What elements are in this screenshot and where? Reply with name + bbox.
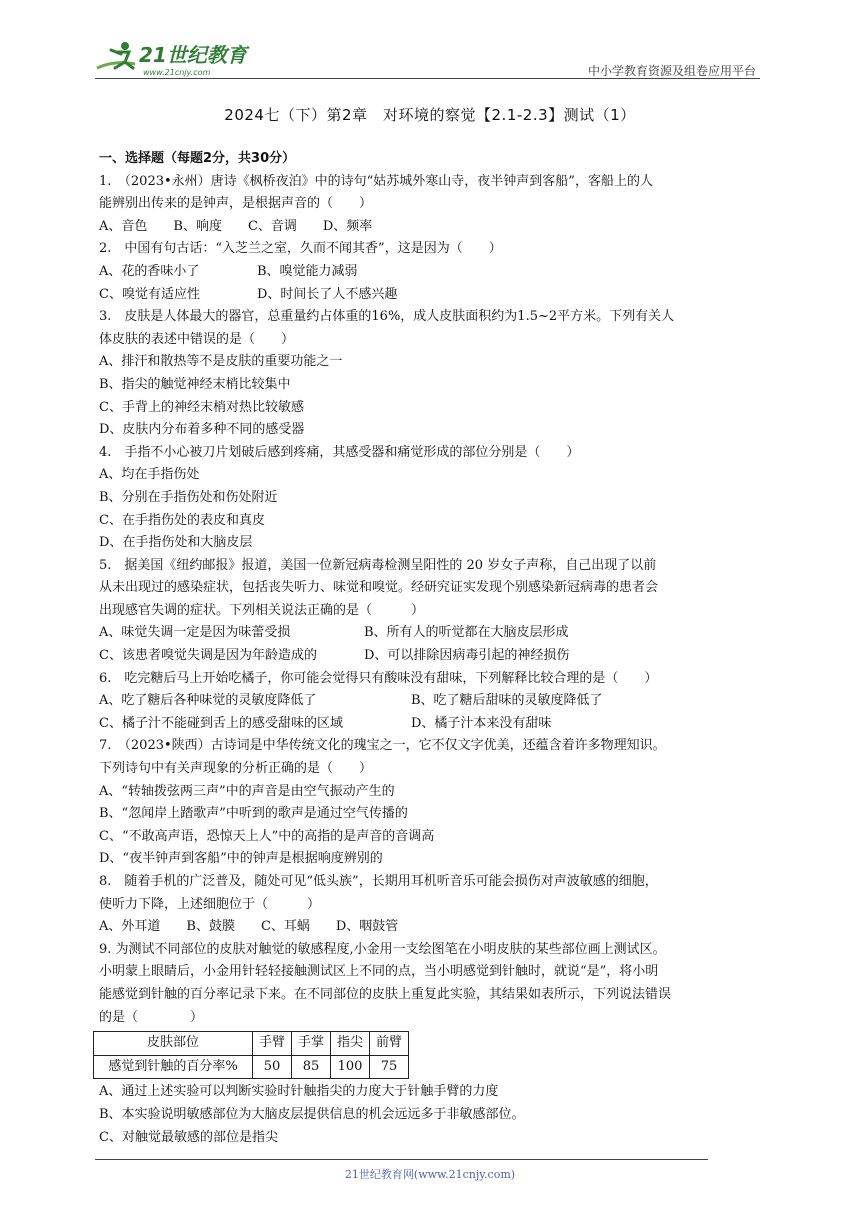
question-text: 5. 据美国《纽约邮报》报道，美国一位新冠病毒检测呈阳性的 20 岁女子声称，自己出现了以前 bbox=[99, 557, 657, 573]
option-c: C、该患者嗅觉失调是因为年龄造成的 bbox=[99, 648, 317, 664]
option-a: A、排汗和散热等不是皮肤的重要功能之一 bbox=[99, 354, 343, 370]
question-7 bbox=[99, 735, 764, 871]
table-cell: 85 bbox=[292, 1055, 331, 1079]
table-header: 手臂 bbox=[253, 1032, 292, 1056]
question-text: 8. 随着手机的广泛普及，随处可见“低头族”，长期用耳机听音乐可能会损伤对声波敏感的细胞， bbox=[99, 874, 658, 889]
svg-text:21世纪教育: 21世纪教育 bbox=[139, 43, 247, 67]
table-row-label: 感觉到针触的百分率% bbox=[94, 1055, 253, 1079]
question-list bbox=[99, 148, 764, 1149]
answer-options: A、外耳道 B、鼓膜 C、耳蜗 D、咽鼓管 bbox=[99, 919, 399, 935]
question-text: 1. （2023•永州）唐诗《枫桥夜泊》中的诗句“姑苏城外寒山寺，夜半钟声到客船”，客船上的人 bbox=[99, 173, 653, 189]
option-b: B、吃了糖后甜味的灵敏度降低了 bbox=[411, 693, 603, 709]
svg-text:www.21cnjy.com: www.21cnjy.com bbox=[143, 68, 211, 77]
option-d: D、在手指伤处和大脑皮层 bbox=[99, 535, 253, 551]
question-text: 下列诗句中有关声现象的分析正确的是（ ） bbox=[99, 761, 373, 777]
option-b: B、分别在手指伤处和伤处附近 bbox=[99, 489, 278, 505]
question-2 bbox=[99, 238, 764, 306]
question-9 bbox=[99, 939, 764, 1149]
question-text: 体皮肤的表述中错误的是（ ） bbox=[99, 331, 295, 347]
option-b: B、指尖的触觉神经末梢比较集中 bbox=[99, 376, 291, 392]
table-header-row bbox=[94, 1032, 409, 1056]
question-text: 9. 为测试不同部位的皮肤对触觉的敏感程度,小金用一支绘图笔在小明皮肤的某些部位画上测试区。 bbox=[99, 941, 666, 957]
question-text: 从未出现过的感染症状，包括丧失听力、味觉和嗅觉。经研究证实发现个别感染新冠病毒的患者会 bbox=[99, 580, 659, 596]
table-header: 指尖 bbox=[331, 1032, 370, 1056]
option-d: D、可以排除因病毒引起的神经损伤 bbox=[364, 648, 570, 664]
option-a: A、“转轴拨弦两三声”中的声音是由空气振动产生的 bbox=[99, 783, 395, 799]
question-text: 6. 吃完糖后马上开始吃橘子，你可能会觉得只有酸味没有甜味，下列解释比较合理的是（ ） bbox=[99, 670, 658, 686]
question-text: 2. 中国有句古话：“入芝兰之室，久而不闻其香”，这是因为（ ） bbox=[99, 241, 502, 257]
question-text: 出现感官失调的症状。下列相关说法正确的是（ ） bbox=[99, 602, 425, 618]
question-4 bbox=[99, 442, 764, 555]
platform-name: 中小学教育资源及组卷应用平台 bbox=[587, 64, 756, 78]
question-text: 4. 手指不小心被刀片划破后感到疼痛，其感受器和痛觉形成的部位分别是（ ） bbox=[99, 444, 580, 460]
option-c: C、在手指伤处的表皮和真皮 bbox=[99, 512, 265, 528]
question-6 bbox=[99, 668, 764, 736]
option-c: C、对触觉最敏感的部位是指尖 bbox=[99, 1129, 278, 1145]
question-text: 能辨别出传来的是钟声，是根据声音的（ ） bbox=[99, 196, 373, 212]
table-cell: 50 bbox=[253, 1055, 292, 1079]
section-heading: 一、选择题（每题2分，共30分） bbox=[99, 151, 296, 166]
table-header: 皮肤部位 bbox=[94, 1032, 253, 1056]
site-logo bbox=[95, 38, 265, 78]
option-d: D、橘子汁本来没有甜味 bbox=[411, 715, 552, 731]
table-row bbox=[94, 1055, 409, 1079]
table-cell: 100 bbox=[331, 1055, 370, 1079]
page-title: 2024七（下）第2章 对环境的察觉【2.1-2.3】测试（1） bbox=[224, 106, 636, 124]
option-c: C、嗅觉有适应性 bbox=[99, 286, 200, 302]
option-b: B、“忽闻岸上踏歌声”中听到的歌声是通过空气传播的 bbox=[99, 806, 408, 822]
question-8 bbox=[99, 871, 764, 939]
question-text: 小明蒙上眼睛后，小金用针轻轻接触测试区上不同的点，当小明感觉到针触时，就说“是”，将小明 bbox=[99, 964, 659, 980]
question-text: 7. （2023•陕西）古诗词是中华传统文化的瑰宝之一，它不仅文字优美，还蕴含着许多物理知识。 bbox=[99, 738, 666, 754]
data-table bbox=[93, 1031, 409, 1079]
option-c: C、“不敢高声语，恐惊天上人”中的高指的是声音的音调高 bbox=[99, 828, 435, 844]
option-a: A、花的香味小了 bbox=[99, 263, 200, 279]
option-d: D、皮肤内分布着多种不同的感受器 bbox=[99, 422, 305, 438]
option-d: D、“夜半钟声到客船”中的钟声是根据响度辨别的 bbox=[99, 851, 383, 867]
option-c: C、橘子汁不能碰到舌上的感受甜味的区域 bbox=[99, 715, 343, 731]
option-a: A、通过上述实验可以判断实验时针触指尖的力度大于针触手臂的力度 bbox=[99, 1084, 499, 1100]
table-header: 前臂 bbox=[370, 1032, 409, 1056]
table-cell: 75 bbox=[370, 1055, 409, 1079]
option-a: A、均在手指伤处 bbox=[99, 467, 200, 483]
question-text: 能感觉到针触的百分率记录下来。在不同部位的皮肤上重复此实验，其结果如表所示，下列说法错误 bbox=[99, 986, 672, 1002]
question-text: 的是（ ） bbox=[99, 1009, 204, 1025]
option-a: A、吃了糖后各种味觉的灵敏度降低了 bbox=[99, 693, 317, 709]
option-d: D、时间长了人不感兴趣 bbox=[257, 286, 398, 302]
footer-divider bbox=[95, 1159, 708, 1160]
question-5 bbox=[99, 555, 764, 668]
header-divider bbox=[95, 78, 760, 79]
option-a: A、味觉失调一定是因为味蕾受损 bbox=[99, 625, 291, 641]
question-1 bbox=[99, 171, 764, 239]
page-header bbox=[95, 38, 760, 80]
question-text: 使听力下降，上述细胞位于（ ） bbox=[99, 896, 321, 912]
question-text: 3. 皮肤是人体最大的器官，总重量约占体重的16%，成人皮肤面积约为1.5~2平方米。下列有关人 bbox=[99, 309, 675, 325]
question-3 bbox=[99, 306, 764, 442]
option-b: B、所有人的听觉都在大脑皮层形成 bbox=[364, 625, 569, 641]
answer-options: A、音色 B、响度 C、音调 D、频率 bbox=[99, 218, 373, 234]
option-c: C、手背上的神经末梢对热比较敏感 bbox=[99, 399, 304, 415]
page-footer: 21世纪教育网(www.21cnjy.com) bbox=[344, 1168, 516, 1181]
option-b: B、本实验说明敏感部位为大脑皮层提供信息的机会远远多于非敏感部位。 bbox=[99, 1106, 525, 1122]
table-header: 手掌 bbox=[292, 1032, 331, 1056]
option-b: B、嗅觉能力减弱 bbox=[257, 263, 358, 279]
